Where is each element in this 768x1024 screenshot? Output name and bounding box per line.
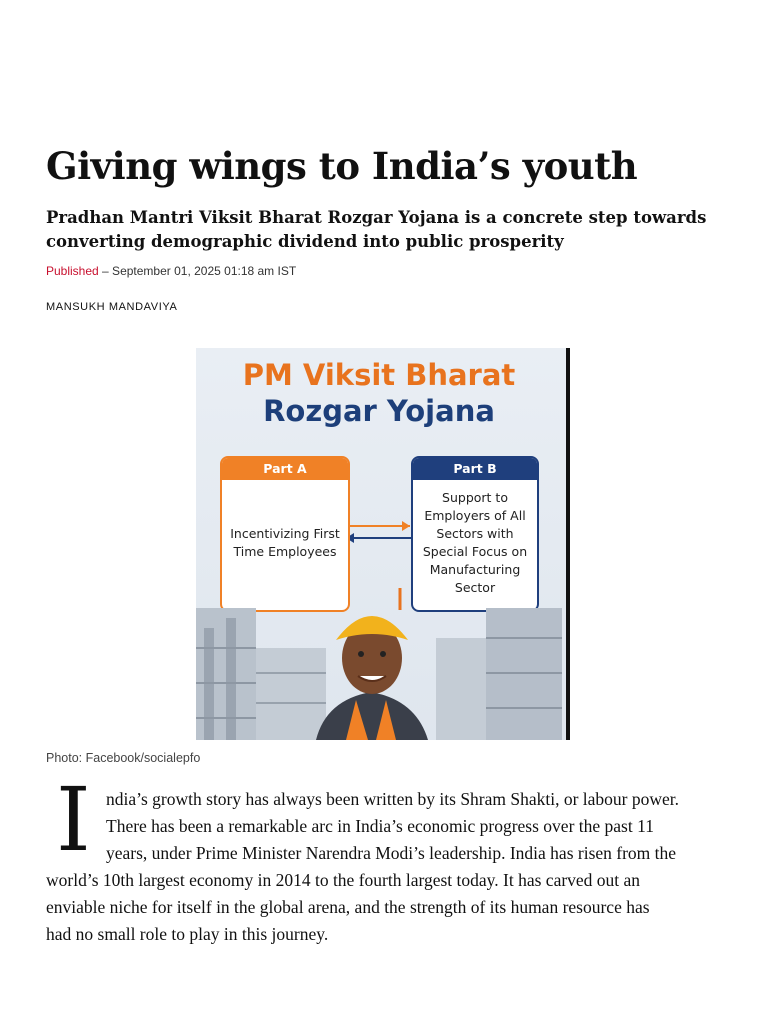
article-image <box>196 348 570 740</box>
image-edge-bar <box>566 348 570 740</box>
body-line-1: ndia’s growth story has always been written by its Shram Shakti, or labour power. <box>106 789 680 809</box>
body-line-3: years, under Prime Minister Narendra Modi’s leadership. India has risen from the <box>106 843 677 863</box>
image-caption: Photo: Facebook/socialepfo <box>46 751 201 765</box>
author-name[interactable]: MANSUKH MANDAVIYA <box>46 301 178 313</box>
body-line-4: world’s 10th largest economy in 2014 to the fourth largest today. It has carved out an <box>46 870 641 890</box>
image-title-line2: Rozgar Yojana <box>263 394 495 428</box>
body-line-2: There has been a remarkable arc in India’s economic progress over the past 11 <box>106 816 654 836</box>
publish-date: – September 01, 2025 01:18 am IST <box>98 264 297 278</box>
publish-meta <box>46 264 296 278</box>
part-a-label: Part A <box>222 458 348 480</box>
body-line-6: had no small role to play in this journey. <box>46 924 329 944</box>
worker-photo <box>196 588 566 740</box>
part-b-label: Part B <box>413 458 537 480</box>
drop-cap: I <box>56 768 91 871</box>
published-label: Published <box>46 264 99 278</box>
article-title: Giving wings to India’s youth <box>46 144 638 188</box>
article-subtitle: Pradhan Mantri Viksit Bharat Rozgar Yojana is a concrete step towards converting demographic dividend into public prosperity <box>46 208 707 251</box>
body-line-5: enviable niche for itself in the global arena, and the strength of its human resource has <box>46 897 650 917</box>
part-b-text: Support to Employers of All Sectors with Special Focus on Manufacturing Sector <box>422 490 528 595</box>
part-a-text: Incentivizing First Time Employees <box>230 526 340 559</box>
image-title-line1: PM Viksit Bharat <box>242 358 516 392</box>
